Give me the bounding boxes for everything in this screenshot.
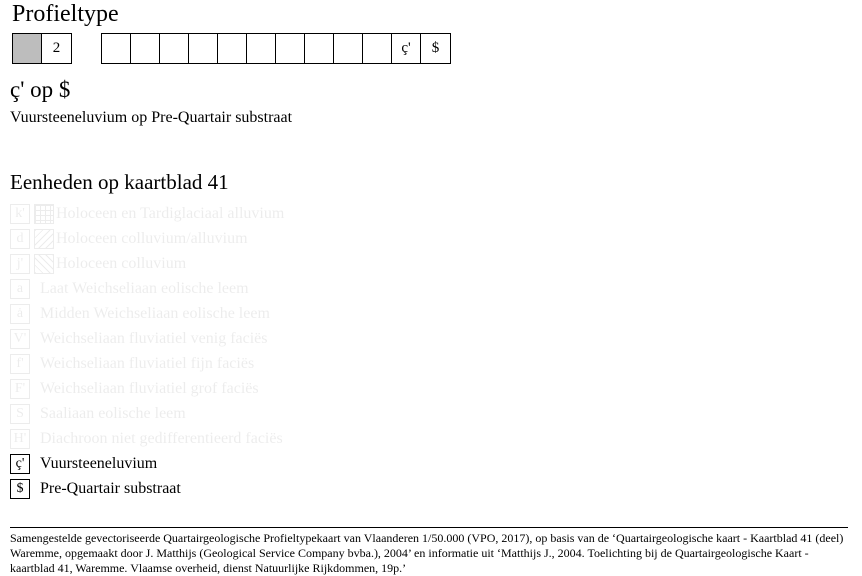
legend-symbol: a — [10, 279, 30, 299]
profile-cell — [276, 34, 305, 63]
legend-label: Weichseliaan fluviatiel venig faciës — [40, 329, 268, 347]
legend-symbol: k' — [10, 204, 30, 224]
footer-divider — [10, 527, 848, 528]
legend-symbol: ȧ — [10, 304, 30, 324]
legend-item — [10, 426, 284, 451]
legend-item — [10, 201, 284, 226]
profile-cell — [189, 34, 218, 63]
legend-item — [10, 326, 284, 351]
legend-item — [10, 376, 284, 401]
profile-cell-code: ç' — [392, 34, 421, 63]
legend-label: Weichseliaan fluviatiel fijn faciës — [40, 354, 255, 372]
profile-cell-grey — [13, 34, 42, 63]
profile-cell — [334, 34, 363, 63]
units-heading: Eenheden op kaartblad 41 — [10, 170, 229, 194]
legend-label: Holoceen colluvium — [56, 254, 187, 272]
profile-cell-number: 2 — [52, 40, 61, 56]
legend-symbol: H' — [10, 429, 30, 449]
legend-symbol: F' — [10, 379, 30, 399]
legend-item — [10, 276, 284, 301]
legend-label: Weichseliaan fluviatiel grof faciës — [40, 379, 259, 397]
profile-cell — [160, 34, 189, 63]
legend-item — [10, 401, 284, 426]
legend-label: Vuursteeneluvium — [40, 454, 158, 472]
legend-symbol: f' — [10, 354, 30, 374]
legend-label: Midden Weichseliaan eolische leem — [40, 304, 270, 322]
legend-label: Holoceen en Tardiglaciaal alluvium — [56, 204, 285, 222]
profile-cell-code: $ — [431, 40, 440, 56]
profile-cell — [247, 34, 276, 63]
profile-cell — [305, 34, 334, 63]
page-title: Profieltype — [12, 1, 119, 27]
legend-symbol: j' — [10, 254, 30, 274]
legend-label: Holoceen colluvium/alluvium — [56, 229, 248, 247]
profile-cells-left — [12, 33, 72, 64]
legend-item — [10, 251, 284, 276]
legend-symbol: S — [10, 404, 30, 424]
profile-cell — [218, 34, 247, 63]
legend-item — [10, 476, 284, 501]
legend-label: Laat Weichseliaan eolische leem — [40, 279, 249, 297]
legend-pattern-swatch — [34, 204, 54, 224]
legend-symbol: d — [10, 229, 30, 249]
legend-item — [10, 226, 284, 251]
footer-source-note: Samengestelde gevectoriseerde Quartairgeologische Profieltypekaart van Vlaanderen 1/50.000 (VPO, 2017), op basis van de ‘Quartairgeologische kaart - Kaartblad 41 (deel) Waremme, opgemaakt door J. Matthijs (Geological Service Company bvba.), 2004’ en informatie uit ‘Matthijs J., 2004. Toelichting bij de Quartairgeologische Kaart - kaartblad 41, Waremme. Vlaamse overheid, dienst Natuurlijke Rijkdommen, 19p.’ — [10, 531, 844, 575]
legend — [10, 201, 284, 501]
legend-label: Saaliaan eolische leem — [40, 404, 186, 422]
legend-label: Pre-Quartair substraat — [40, 479, 181, 497]
legend-item — [10, 301, 284, 326]
legend-pattern-swatch — [34, 254, 54, 274]
profile-cell — [363, 34, 392, 63]
legend-pattern-swatch — [34, 229, 54, 249]
legend-symbol: ç' — [10, 454, 30, 474]
legend-symbol: $ — [10, 479, 30, 499]
legend-item — [10, 351, 284, 376]
profile-code-description: Vuursteeneluvium op Pre-Quartair substraat — [10, 109, 293, 126]
legend-item — [10, 451, 284, 476]
legend-label: Diachroon niet gedifferentieerd faciës — [40, 429, 283, 447]
legend-symbol: V' — [10, 329, 30, 349]
profile-cell — [131, 34, 160, 63]
profile-cell — [102, 34, 131, 63]
profile-code-heading: ç' op $ — [10, 77, 71, 102]
profile-cells-right — [101, 33, 451, 64]
